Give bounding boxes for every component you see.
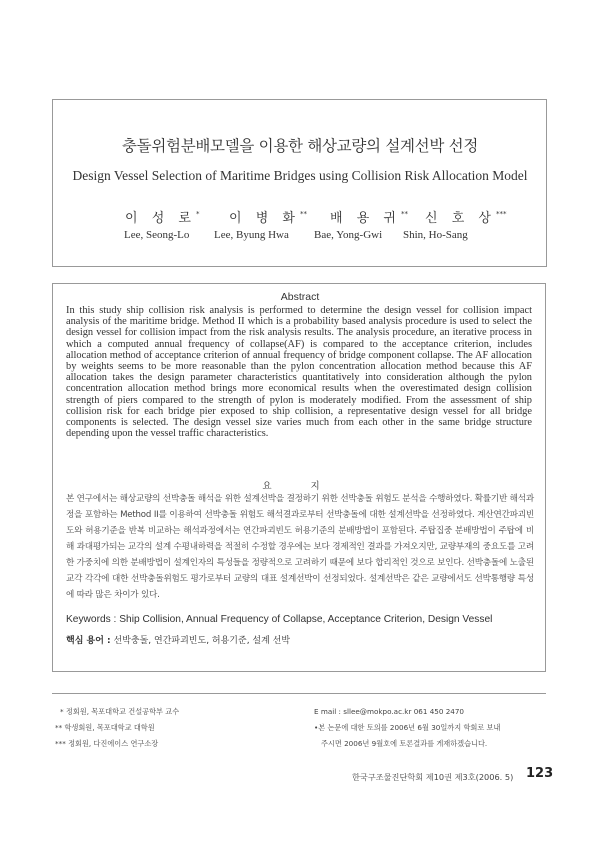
keywords-label: Keywords :	[66, 614, 117, 625]
footnote-discussion-2: 주시면 2006년 9월호에 토론결과를 게재하겠습니다.	[321, 739, 488, 748]
author-english-3: Bae, Yong-Gwi	[314, 229, 383, 241]
author-korean-2: 이 병 화**	[229, 210, 307, 226]
english-title: Design Vessel Selection of Maritime Bridges using Collision Risk Allocation Model	[72, 168, 528, 183]
author-english-1: Lee, Seong-Lo	[124, 229, 190, 241]
footnote-email: E mail : sllee@mokpo.ac.kr 061 450 2470	[314, 707, 465, 716]
korean-summary-text: 본 연구에서는 해상교량의 선박충돌 해석을 위한 설계선박을 결정하기 위한 선박충돌 위험도 분석을 수행하였다. 확률기반 해석과정을 포함하는 Method II를 이용하여 선박충돌 위험도 해석결과로부터 선박충돌에 대한 설계선박을 선정하였다. 계산연간파괴빈도와 허용기준을 반복 비교하는 해석과정에서는 연간파괴빈도 허용기준의 분배방법이 포함된다. 주탑집중 분배방법이 주탑에 비해 과대평가되는 교각의 설계 수평내하력을 적절히 수정할 경우에는 보다 경제적인 결과를 가져오지만, 교량부재의 중요도를 고려한 가중치에 의한 분배방법이 설계인자의 특성들을 정량적으로 고려하기 때문에 보다 합리적인 것으로 보인다. 선박충돌에 노출된 교각 각각에 대한 선박충돌위험도 평가로부터 교량의 대표 설계선박이 선정되었다. 설계선박은 같은 교량에서도 선박통행량 특성에 따라 많은 차이가 있다.	[66, 494, 534, 600]
korean-summary-heading: 요 지	[262, 481, 338, 492]
footnote-discussion-1: •본 논문에 대한 토의를 2006년 6월 30일까지 학회로 보내	[314, 723, 501, 732]
footnote-divider	[52, 693, 546, 694]
author-korean-4: 신 호 상***	[425, 210, 507, 226]
footnote-author-2: ** 학생회원, 목포대학교 대학원	[55, 723, 155, 732]
keywords	[66, 614, 534, 625]
korean-keywords	[66, 633, 534, 646]
footnote-author-3: *** 정회원, 다진에이스 연구소장	[55, 739, 159, 748]
keywords-value: Ship Collision, Annual Frequency of Collapse, Acceptance Criterion, Design Vessel	[119, 614, 493, 625]
korean-keywords-label: 핵심 용어 :	[66, 636, 111, 646]
page-number: 123	[526, 766, 554, 781]
author-english-4: Shin, Ho-Sang	[403, 229, 468, 241]
footnote-author-1: * 정회원, 목포대학교 건설공학부 교수	[60, 707, 180, 716]
abstract-heading: Abstract	[280, 291, 320, 303]
author-korean-1: 이 성 로*	[125, 210, 200, 226]
korean-keywords-value: 선박충돌, 연간파괴빈도, 허용기준, 설계 선박	[113, 636, 291, 646]
abstract-text: In this study ship collision risk analysis is performed to determine the design vessel for collision impact analysis of the maritime bridge. Method II which is a probability based analysis procedure is used to select the design vessel for collision impact from the risk analysis results. The analysis procedure, an iterative process in which a computed annual frequency of collapse(AF) is compared to the acceptance criterion, includes allocation method of acceptance criterion of annual frequency of bridge component collapse. The AF allocation by weights seems to be more reasonable than the pylon concentration allocation method because this AF allocation takes the design parameter characteristics quantitatively into consideration although the pylon concentration allocation method brings more economical results when the overestimated design collision strength of piers compared to the strength of pylon is moderately modified. From the assessment of ship collision risk for each bridge pier exposed to ship collision, a representative design vessel for all bridge components is selected. The design vessel size varies much from each other in the same bridge structure depending upon the vessel traffic characteristics.	[66, 305, 532, 440]
author-english-2: Lee, Byung Hwa	[214, 229, 289, 241]
korean-title: 충돌위험분배모델을 이용한 해상교량의 설계선박 선정	[122, 137, 478, 155]
author-korean-3: 배 용 귀**	[330, 210, 408, 226]
journal-citation: 한국구조물진단학회 제10권 제3호(2006. 5)	[352, 772, 514, 782]
